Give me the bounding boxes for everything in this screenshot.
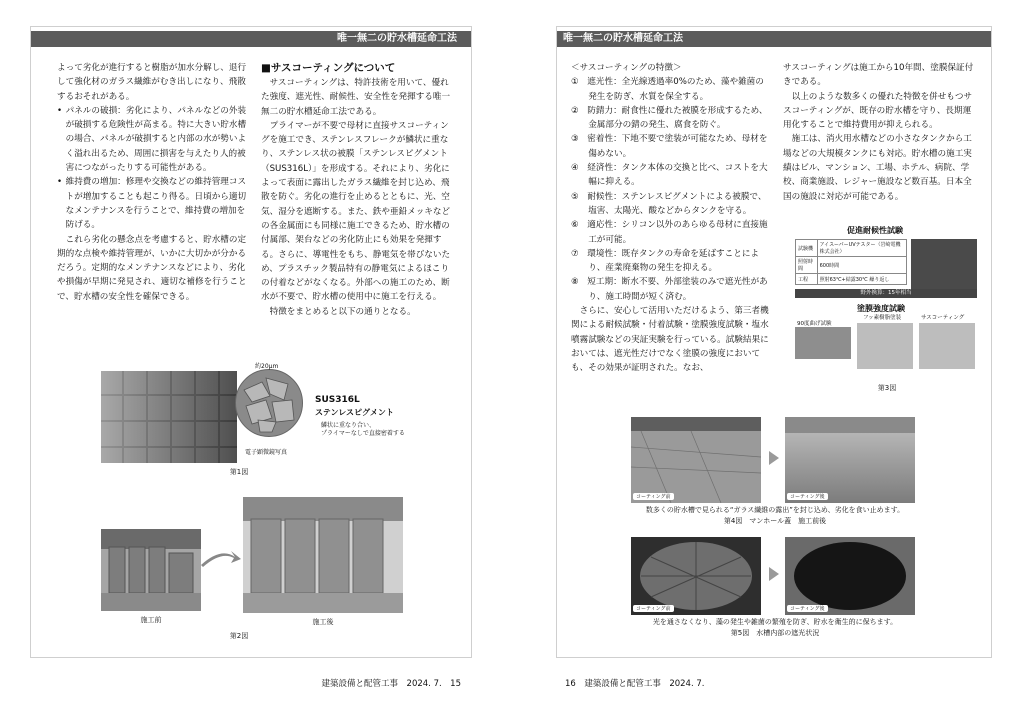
page-folio: 建築設備と配管工事 2024. 7. 15 [321,679,461,689]
after-tag: コーティング後 [787,493,828,500]
figure-caption: 第2図 [229,632,249,640]
bend-test-label: 90度曲げ試験 [797,321,832,327]
paragraph: さらに、安心して活用いただけるよう、第三者機関による耐候試験・付着試験・塗膜強度試験・塩水噴霧試験などの実証実験を行っている。試験結果においては、遮光性だけでなく塗膜の強度においても、その効果が証明された。なお、 [571,306,769,374]
after-label: 施工後 [312,618,334,626]
right-page-header: 唯一無二の貯水槽延命工法 [557,31,991,47]
feature-item: ⑥ 適応性：シリコン以外のあらゆる母材に直接施工が可能。 [571,220,768,245]
sus-sample-photo [919,323,975,369]
figure-caption: 第5図 水槽内部の遮光状況 [730,629,820,637]
feature-item: ④ 経済性：タンク本体の交換と比べ、コストを大幅に抑える。 [571,163,768,188]
right-column-1 [571,61,771,376]
manhole-after-photo [785,417,915,503]
weathering-test-photo [911,239,977,289]
table-cell: アイスーパーUVテスター（岩崎電機株式会社） [817,240,906,257]
figure-caption: 第3図 [877,384,897,392]
before-label: 施工前 [140,616,162,624]
feature-item: ③ 密着性：下地不要で塗装が可能なため、母材を傷めない。 [571,134,768,159]
paragraph: サスコーティングは施工から10年間、塗膜保証付きである。 [783,63,974,88]
fusso-label: フッ素樹脂塗装 [863,315,902,321]
before-tag: コーティング前 [633,605,674,612]
paragraph: サスコーティングは、特許技術を用いて、優れた強度、遮光性、耐候性、安全性を発揮する唯一無二の貯水槽延命工法である。 [261,78,451,117]
right-column-2 [783,61,979,204]
section-heading: ■サスコーティングについて [261,62,396,74]
features-title: ＜サスコーティングの特徴＞ [571,63,682,73]
table-cell: 試験機 [796,240,818,257]
left-page [30,26,472,689]
test-conditions-table [795,239,907,285]
fig1-subtitle: ステンレスピグメント [315,408,394,417]
left-column-1 [57,61,247,304]
arrow-icon [769,567,779,581]
feature-item: ⑦ 環境性：既存タンクの寿命を延ばすことにより、産業廃棄物の発生を抑える。 [571,248,760,274]
before-after-arrow [199,547,243,569]
manhole-before-photo [631,417,761,503]
fusso-sample-photo [857,323,913,369]
bullet-list [57,104,247,233]
table-cell: 照射63℃+結露30℃ 繰り返し [817,274,906,285]
left-column-2 [261,61,457,319]
figure-caption: 第4図 マンホール蓋 施工前後 [723,517,827,525]
arrow-icon [769,451,779,465]
intro-text: よって劣化が進行すると樹脂が加水分解し、退行して強化材のガラス繊維がむき出しになり、飛散するおそれがある。 [57,63,247,102]
right-page [556,26,992,689]
feature-item: ⑧ 短工期：断水不要、外部塗装のみで遮光性があり、施工時間が短く済む。 [571,277,768,302]
figure-description: 光を通さなくなり、藻の発生や雑菌の繁殖を防ぎ、貯水を衛生的に保ちます。 [652,618,898,626]
scale-label: 約20μm [255,363,279,370]
figure-caption: 第1図 [229,468,249,476]
paragraph: 施工は、消火用水槽などの小さなタンクから工場などの大規模タンクにも対応。貯水槽の施工実績はビル、マンション、工場、ホテル、病院、学校、商業施設、レジャー施設など数百基。日本全国の施設に対応が可能である。 [783,134,972,202]
micrograph-circle [235,369,303,437]
after-tag: コーティング後 [787,605,828,612]
tank-inside-after-photo [785,537,915,615]
figure-description: 数多くの貯水槽で見られる“ガラス繊維の露出”を封じ込め、劣化を食い止めます。 [645,506,905,514]
bend-test-photo [795,327,851,359]
feature-item: ② 防錆力：耐食性に優れた被膜を形成するため、金属部分の錆の発生、腐食を防ぐ。 [571,105,768,131]
table-cell: 工程 [796,274,818,285]
feature-item: ① 遮光性：全光線透過率0%のため、藻や雑菌の発生を防ぎ、水質を保全する。 [571,77,764,102]
paragraph: 特徴をまとめると以下の通りとなる。 [269,306,416,317]
feature-item: ⑤ 耐候性：ステンレスピグメントによる被膜で、塩害、太陽光、酸などからタンクを守る。 [571,191,767,216]
paragraph: プライマーが不要で母材に直接サスコーティングを施工でき、ステンレスフレークが鱗状に重なり、ステンレス状の被膜「ステンレスピグメント（SUS316L）」を形成する。それにより、劣化によって表面に露出したガラス繊維を封じ込め、飛散を防ぐ。劣化の進行を止めるとともに、光、空気、湿分を遮断する。また、鉄や亜鉛メッキなどの各金属面にも同様に施工できるため、貯水槽の付属部、架台などの劣化防止にも効果を発揮する。さらに、導電性をもち、静電気を帯びないため、プラスチック製品特有の静電気によるほこりの付着などがなくなる。外部への施工のため、断水が不要で、貯水槽の使用中に施工を行える。 [261,120,451,303]
page-folio: 16 建築設備と配管工事 2024. 7. [565,679,705,689]
fig1-title: SUS316L [315,395,360,405]
after-photo [243,497,403,613]
bullet-item: • 維持費の増加：修理や交換などの維持管理コストが増加することも起こり得る。日頃から適切なメンテナンスを行うことで、維持費の増加を防げる。 [57,175,247,232]
result-bar: 野外換算：15年相当 [795,289,977,298]
micrograph-caption: 電子顕微鏡写真 [245,449,288,456]
paragraph: これら劣化の懸念点を考慮すると、貯水槽の定期的な点検や維持管理が、いかに大切かが分かるだろう。定期的なメンテナンスなどにより、劣化や損傷が早期に発見され、適切な補修を行うことで、貯水槽の安全性を確保できる。 [57,234,247,302]
fig1-desc: 鱗状に重なり合い、 [321,422,376,429]
table-cell: 照射時間 [796,257,818,274]
fig3-title: 促進耐候性試験 [847,226,903,235]
table-cell: 600時間 [817,257,906,274]
left-page-header: 唯一無二の貯水槽延命工法 [31,31,471,47]
fig1-desc: プライマーなしで直接密着する [321,430,405,437]
before-tag: コーティング前 [633,493,674,500]
bullet-item: • パネルの破損：劣化により、パネルなどの外装が破損する危険性が高まる。特に大きい貯水槽の場合、パネルが破損すると内部の水が勢いよく溢れ出るため、周囲に損害を与えたり人的被害につながったりする可能性がある。 [57,104,247,175]
tank-inside-before-photo [631,537,761,615]
before-photo [101,529,201,611]
tank-photo [101,371,237,463]
fig3-title: 塗膜強度試験 [857,304,905,313]
paragraph: 以上のような数多くの優れた特徴を併せもつサスコーティングが、既存の貯水槽を守り、長期運用化することで維持費用が抑えられる。 [783,91,973,131]
sus-label: サスコーティング [921,315,965,321]
